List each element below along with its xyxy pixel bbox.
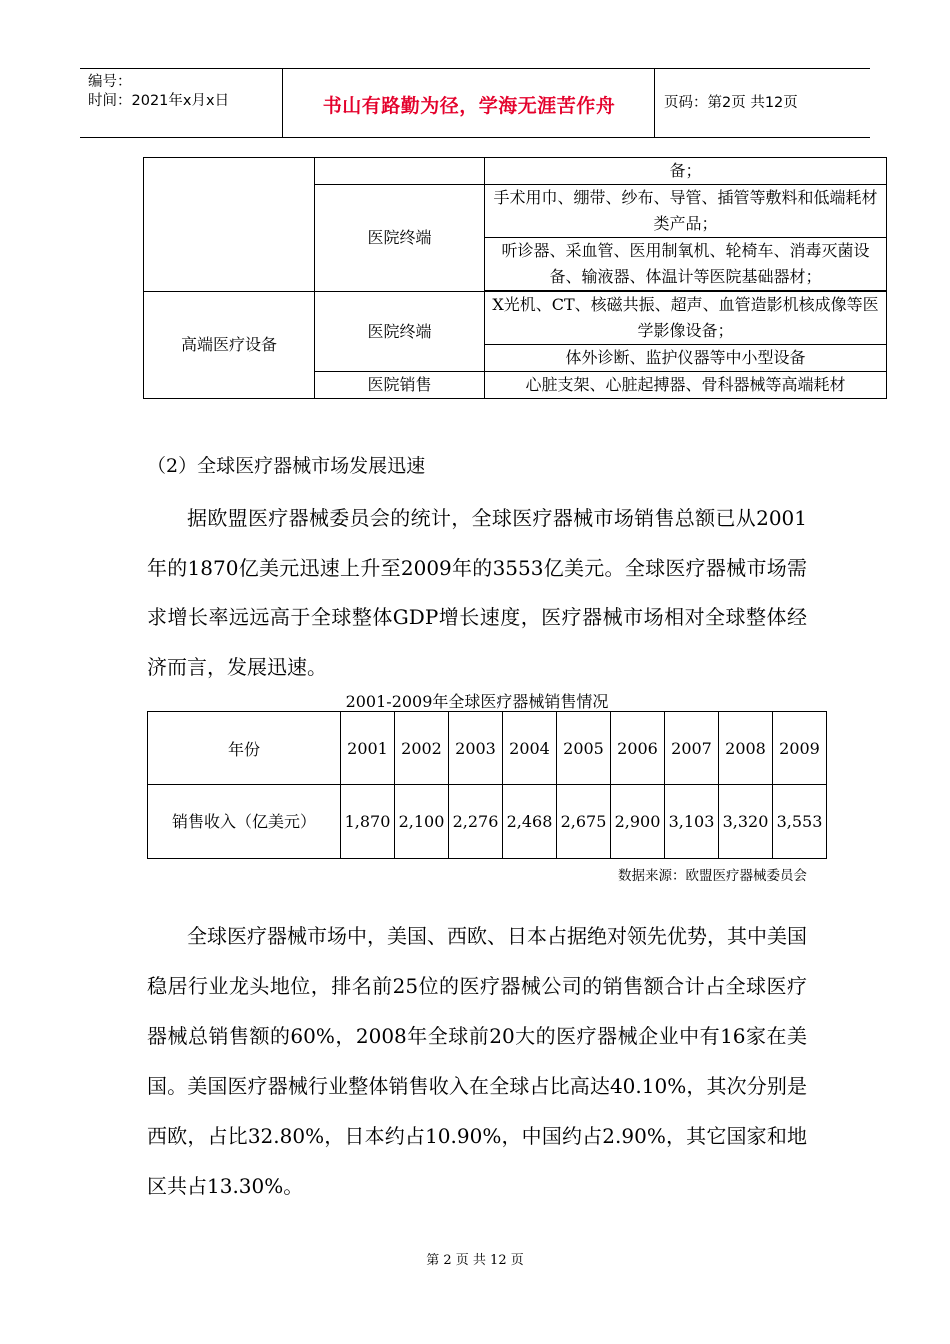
table-cell: 备； bbox=[485, 158, 887, 185]
page-header bbox=[80, 68, 870, 138]
year-cell: 2001 bbox=[341, 712, 395, 785]
year-cell: 2004 bbox=[503, 712, 557, 785]
table-cell: 手术用巾、绷带、纱布、导管、插管等敷料和低端耗材类产品； bbox=[485, 185, 887, 238]
paragraph-text: 全球医疗器械市场中，美国、西欧、日本占据绝对领先优势，其中美国稳居行业龙头地位，排名前25位的医疗器械公司的销售额合计占全球医疗器械总销售额的60%，2008年全球前20大的医疗器械企业中有16家在美国。美国医疗器械行业整体销售收入在全球占比高达40.10%，其次分别是西欧，占比32.80%，日本约占10.90%，中国约占2.90%，其它国家和地区共占13.30%。 bbox=[147, 924, 807, 1198]
table-cell: 听诊器、采血管、医用制氧机、轮椅车、消毒灭菌设备、输液器、体温计等医院基础器材； bbox=[485, 238, 887, 291]
table-row bbox=[144, 292, 887, 345]
table-cell: 医院销售 bbox=[315, 372, 485, 399]
year-cell: 2009 bbox=[773, 712, 827, 785]
header-motto: 书山有路勤为径，学海无涯苦作舟 bbox=[322, 95, 616, 117]
value-cell: 2,900 bbox=[611, 785, 665, 859]
sales-table bbox=[147, 711, 827, 859]
table-cell bbox=[144, 158, 315, 292]
year-cell: 2007 bbox=[665, 712, 719, 785]
header-page-number: 页码：第2页 共12页 bbox=[664, 95, 798, 111]
table-cell: 高端医疗设备 bbox=[144, 292, 315, 399]
value-cell: 1,870 bbox=[341, 785, 395, 859]
value-cell: 3,103 bbox=[665, 785, 719, 859]
value-cell: 2,276 bbox=[449, 785, 503, 859]
value-cell: 2,468 bbox=[503, 785, 557, 859]
table-cell: 体外诊断、监护仪器等中小型设备 bbox=[485, 345, 887, 372]
year-cell: 2008 bbox=[719, 712, 773, 785]
page-footer: 第 2 页 共 12 页 bbox=[426, 1253, 524, 1268]
date-label: 时间：2021年x月x日 bbox=[88, 93, 230, 109]
year-cell: 2005 bbox=[557, 712, 611, 785]
table-cell: 心脏支架、心脏起搏器、骨科器械等高端耗材 bbox=[485, 372, 887, 399]
serial-label: 编号： bbox=[88, 74, 132, 90]
table-cell: X光机、CT、核磁共振、超声、血管造影机核成像等医学影像设备； bbox=[485, 292, 887, 345]
header-divider bbox=[654, 69, 655, 137]
value-cell: 2,675 bbox=[557, 785, 611, 859]
device-category-table bbox=[143, 157, 887, 399]
value-cell: 3,553 bbox=[773, 785, 827, 859]
year-cell: 2002 bbox=[395, 712, 449, 785]
table-caption: 2001-2009年全球医疗器械销售情况 bbox=[345, 692, 609, 711]
table-header-cell: 销售收入（亿美元） bbox=[148, 785, 341, 859]
header-left bbox=[88, 73, 229, 111]
value-cell: 2,100 bbox=[395, 785, 449, 859]
year-cell: 2003 bbox=[449, 712, 503, 785]
year-cell: 2006 bbox=[611, 712, 665, 785]
body-paragraph bbox=[147, 494, 807, 692]
header-divider bbox=[282, 69, 283, 137]
table-cell bbox=[315, 158, 485, 185]
body-paragraph bbox=[147, 911, 807, 1211]
data-source-note: 数据来源：欧盟医疗器械委员会 bbox=[618, 868, 807, 884]
section-heading: （2）全球医疗器械市场发展迅速 bbox=[147, 455, 426, 477]
table-cell: 医院终端 bbox=[315, 185, 485, 292]
table-header-cell: 年份 bbox=[148, 712, 341, 785]
table-row bbox=[148, 712, 827, 785]
value-cell: 3,320 bbox=[719, 785, 773, 859]
paragraph-text: 据欧盟医疗器械委员会的统计，全球医疗器械市场销售总额已从2001年的1870亿美元迅速上升至2009年的3553亿美元。全球医疗器械市场需求增长率远远高于全球整体GDP增长速度，医疗器械市场相对全球整体经济而言，发展迅速。 bbox=[147, 506, 807, 679]
table-row bbox=[144, 158, 887, 185]
table-row bbox=[148, 785, 827, 859]
table-cell: 医院终端 bbox=[315, 292, 485, 372]
